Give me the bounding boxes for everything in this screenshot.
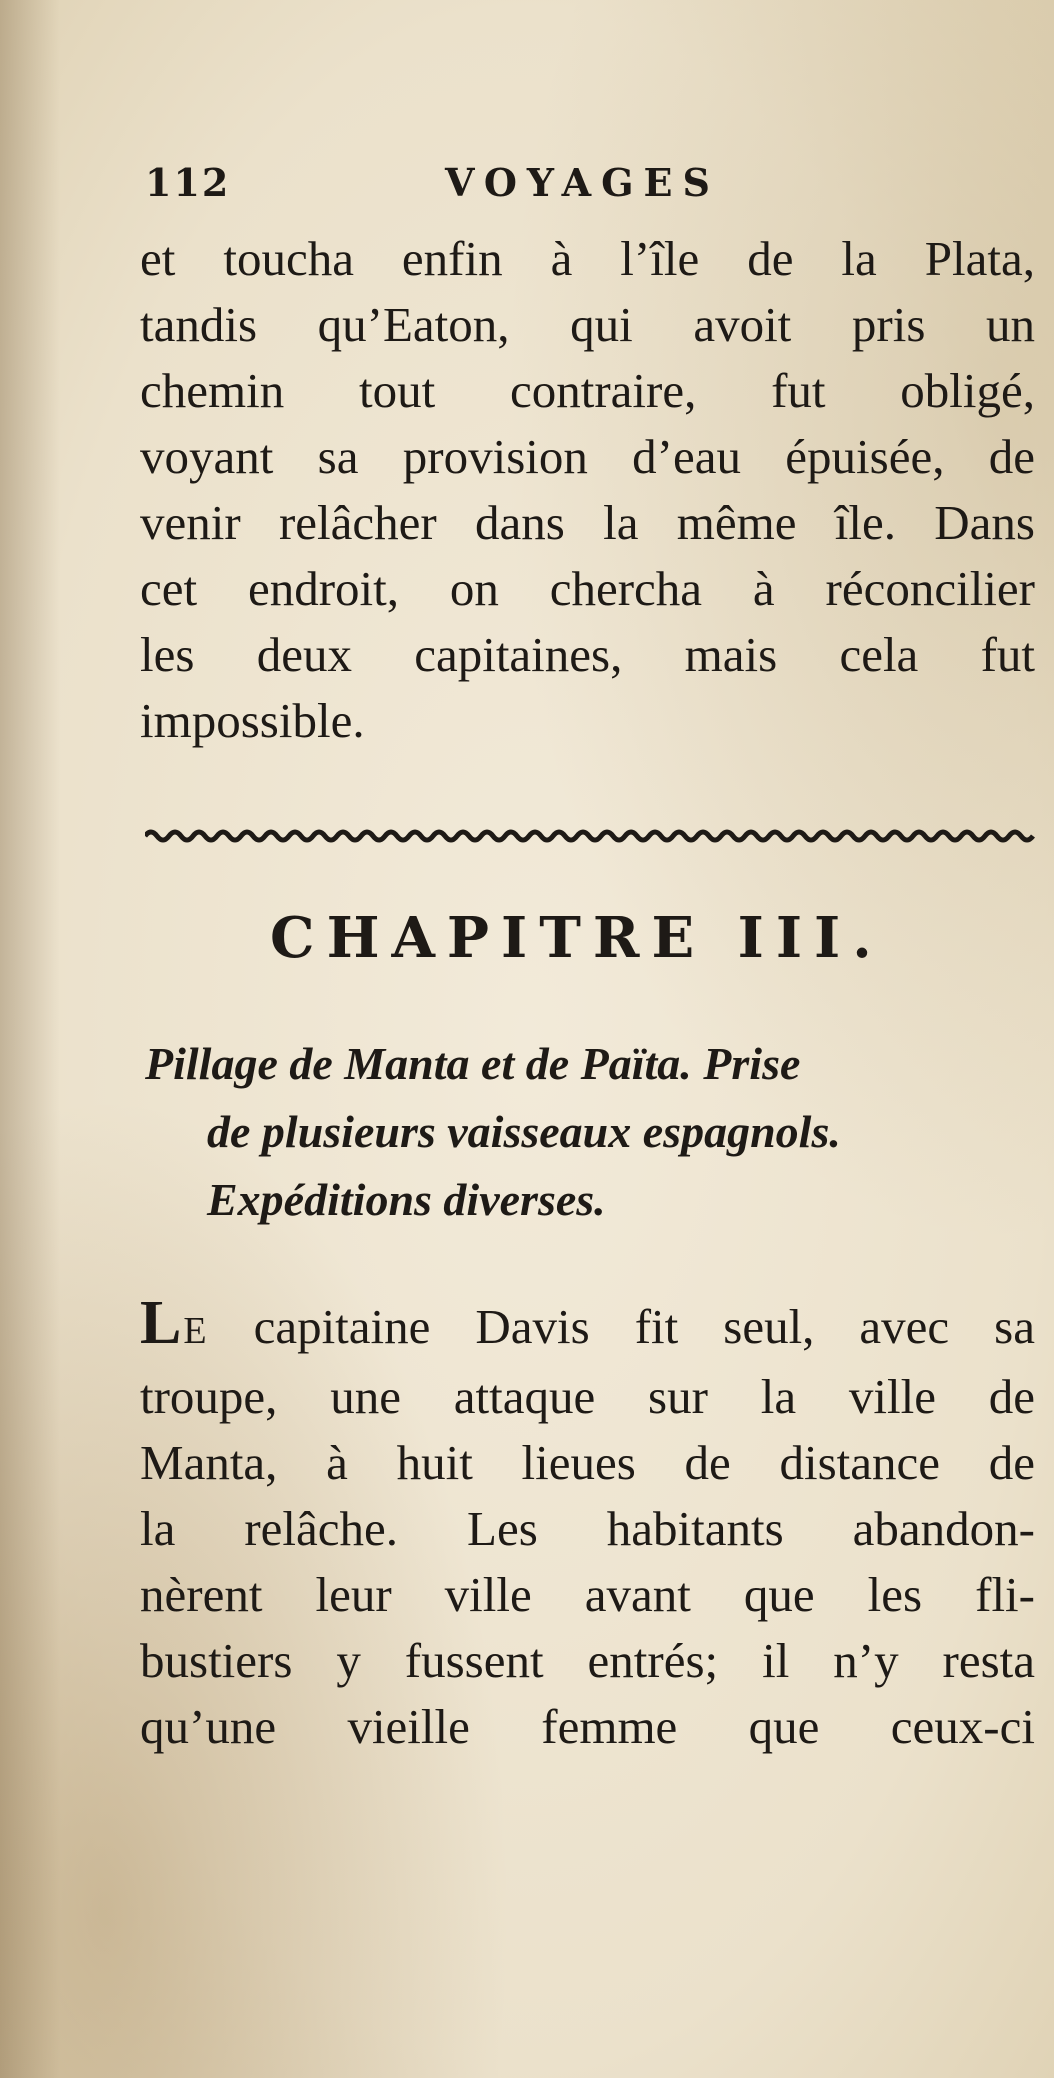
gutter-shadow xyxy=(0,0,60,2078)
text-line: troupe, une attaque sur la ville de xyxy=(140,1369,1035,1424)
text-line: venir relâcher dans la même île. Dans xyxy=(140,495,1035,550)
ornamental-rule xyxy=(145,826,1035,846)
paragraph-1 xyxy=(140,226,1035,754)
text-line: Manta, à huit lieues de distance de xyxy=(140,1435,1035,1490)
paragraph-2 xyxy=(140,1290,1035,1760)
text-line: impossible. xyxy=(140,693,365,748)
text-line: bustiers y fussent entrés; il n’y resta xyxy=(140,1633,1035,1688)
page-header xyxy=(145,160,965,208)
small-caps-rest: E xyxy=(183,1310,209,1352)
drop-cap: L xyxy=(140,1289,184,1357)
text-line: la relâche. Les habitants abandon- xyxy=(140,1501,1035,1556)
text-line: qu’une vieille femme que ceux-ci xyxy=(140,1699,1035,1754)
summary-line: Expéditions diverses. xyxy=(207,1174,606,1225)
text-line-first xyxy=(140,1290,1035,1364)
text-line: tandis qu’Eaton, qui avoit pris un xyxy=(140,297,1035,352)
text-line: nèrent leur ville avant que les fli- xyxy=(140,1567,1035,1622)
text-line: cet endroit, on chercha à réconcilier xyxy=(140,561,1035,616)
running-head: VOYAGES xyxy=(445,160,720,205)
page-number: 112 xyxy=(145,160,231,205)
summary-line: Pillage de Manta et de Païta. Prise xyxy=(145,1038,801,1089)
summary-line: de plusieurs vaisseaux espagnols. xyxy=(207,1106,841,1157)
text-line: les deux capitaines, mais cela fut xyxy=(140,627,1035,682)
first-line-rest: capitaine Davis fit seul, avec sa xyxy=(208,1299,1035,1354)
chapter-title: CHAPITRE III. xyxy=(270,905,884,971)
text-line: chemin tout contraire, fut obligé, xyxy=(140,363,1035,418)
chapter-summary xyxy=(145,1030,1035,1234)
text-line: et toucha enfin à l’île de la Plata, xyxy=(140,231,1035,286)
text-line: voyant sa provision d’eau épuisée, de xyxy=(140,429,1035,484)
